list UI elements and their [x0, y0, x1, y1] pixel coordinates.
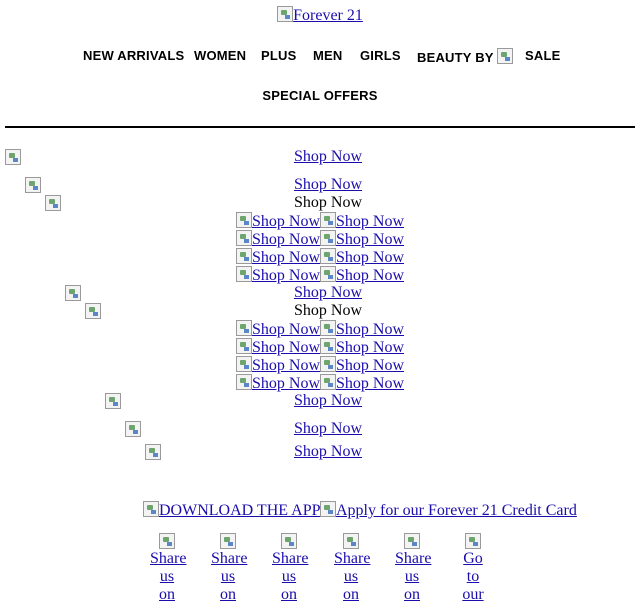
product-link[interactable]: Shop Now	[320, 230, 404, 248]
social-image-icon	[404, 533, 420, 549]
social-image-icon	[220, 533, 236, 549]
logo-alt-text: Forever 21	[293, 7, 363, 24]
product-link[interactable]: Shop Now	[236, 374, 320, 392]
product-image-icon	[236, 338, 252, 354]
nav-item-men[interactable]: MEN	[313, 48, 343, 63]
nav-item-new-arrivals[interactable]: NEW ARRIVALS	[83, 48, 185, 63]
social-image-icon	[281, 533, 297, 549]
beauty-brand-image-icon	[497, 48, 513, 64]
product-image-icon	[320, 374, 336, 390]
social-share-link[interactable]: Share us on	[272, 532, 306, 604]
social-goto-link[interactable]: Go to our	[456, 532, 490, 604]
header	[0, 6, 640, 25]
product-link[interactable]: Shop Now	[236, 212, 320, 230]
product-image-icon	[236, 374, 252, 390]
nav-item-women[interactable]: WOMEN	[194, 48, 247, 63]
product-link[interactable]: Shop Now	[320, 338, 404, 356]
product-image-icon	[320, 320, 336, 336]
download-app-image-icon	[143, 501, 159, 517]
product-image-icon	[320, 356, 336, 372]
shop-now-text: Shop Now	[293, 194, 362, 211]
product-link[interactable]: Shop Now	[320, 356, 404, 374]
product-image-icon	[320, 212, 336, 228]
shop-now-link[interactable]: Shop Now	[293, 420, 362, 437]
product-image-icon	[236, 212, 252, 228]
nav-item-girls[interactable]: GIRLS	[360, 48, 401, 63]
product-link[interactable]: Shop Now	[320, 248, 404, 266]
nav-item-special-offers[interactable]: SPECIAL OFFERS	[262, 88, 378, 103]
product-link[interactable]: Shop Now	[236, 356, 320, 374]
product-image-icon	[236, 266, 252, 282]
logo-link[interactable]	[277, 7, 363, 24]
product-image-icon	[320, 248, 336, 264]
product-image-icon	[236, 320, 252, 336]
product-link[interactable]: Shop Now	[320, 266, 404, 284]
social-share-link[interactable]: Share us on	[150, 532, 184, 604]
social-image-icon	[465, 533, 481, 549]
product-image-icon	[320, 266, 336, 282]
shop-now-link[interactable]: Shop Now	[293, 284, 362, 301]
product-image-icon	[320, 230, 336, 246]
shop-now-link[interactable]: Shop Now	[293, 392, 362, 409]
product-link[interactable]: Shop Now	[236, 230, 320, 248]
nav-item-beauty-by[interactable]: BEAUTY BY	[417, 48, 513, 65]
shop-now-text: Shop Now	[293, 302, 362, 319]
product-image-icon	[236, 248, 252, 264]
social-image-icon	[159, 533, 175, 549]
product-link[interactable]: Shop Now	[236, 338, 320, 356]
product-link[interactable]: Shop Now	[320, 212, 404, 230]
download-app-link[interactable]: DOWNLOAD THE APP	[143, 501, 320, 519]
credit-card-link[interactable]: Apply for our Forever 21 Credit Card	[320, 501, 577, 519]
credit-card-image-icon	[320, 501, 336, 517]
header-divider	[5, 126, 635, 128]
product-image-icon	[236, 356, 252, 372]
logo-image-icon	[277, 6, 293, 22]
shop-now-link[interactable]: Shop Now	[293, 148, 362, 165]
product-link[interactable]: Shop Now	[236, 248, 320, 266]
shop-now-link[interactable]: Shop Now	[293, 176, 362, 193]
product-image-icon	[320, 338, 336, 354]
social-share-link[interactable]: Share us on	[334, 532, 368, 604]
social-image-icon	[343, 533, 359, 549]
product-link[interactable]: Shop Now	[236, 320, 320, 338]
social-share-link[interactable]: Share us on	[395, 532, 429, 604]
nav-item-sale[interactable]: SALE	[525, 48, 561, 63]
product-link[interactable]: Shop Now	[320, 374, 404, 392]
shop-now-link[interactable]: Shop Now	[293, 443, 362, 460]
product-link[interactable]: Shop Now	[236, 266, 320, 284]
nav-item-plus[interactable]: PLUS	[261, 48, 297, 63]
product-image-icon	[236, 230, 252, 246]
product-link[interactable]: Shop Now	[320, 320, 404, 338]
social-share-link[interactable]: Share us on	[211, 532, 245, 604]
